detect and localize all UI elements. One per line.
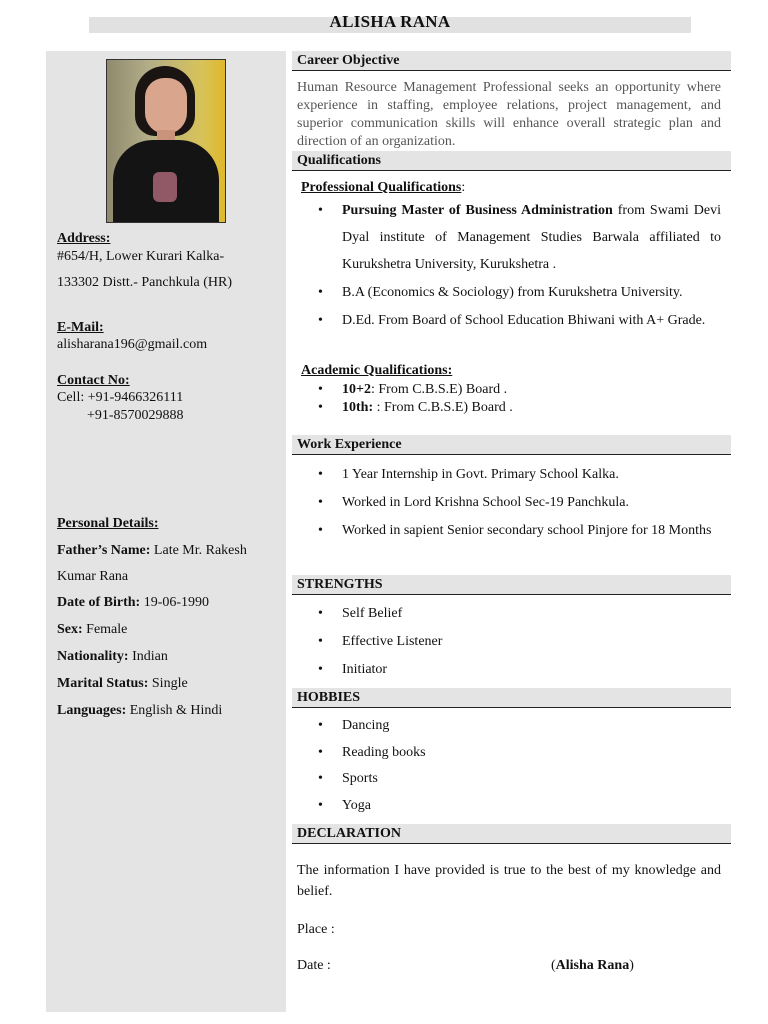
list-item-text: from Swami Devi Dyal institute of Management Studies Barwala affiliated to Kurukshetra University, Kurukshetra . <box>342 203 721 272</box>
father-name-value-2: Kumar Rana <box>57 569 129 584</box>
list-item <box>316 399 721 417</box>
list-item: • Dancing <box>316 713 721 740</box>
list-item-text: B.A (Economics & Sociology) from Kurukshetra University. <box>342 285 683 300</box>
personal-details-heading: Personal Details: <box>57 516 159 531</box>
list-item <box>316 307 721 334</box>
sex-value: Female <box>82 622 128 637</box>
academic-qualifications-title: Academic Qualifications: <box>301 363 453 378</box>
strengths-list <box>316 600 721 684</box>
qualifications-heading: Qualifications <box>292 151 731 171</box>
signature-open-paren: ( <box>551 958 556 973</box>
resume-name: ALISHA RANA <box>329 12 451 31</box>
list-item: • Initiator <box>316 656 721 684</box>
cell-phone-1: Cell: +91-9466326111 <box>57 390 184 405</box>
father-name-label: Father’s Name: <box>57 543 151 558</box>
list-item: • Worked in sapient Senior secondary school Pinjore for 18 Months <box>316 517 721 544</box>
list-item: • 1 Year Internship in Govt. Primary School Kalka. <box>316 461 721 488</box>
list-item <box>316 279 721 306</box>
list-item: • Self Belief <box>316 600 721 628</box>
list-item-text: : From C.B.S.E) Board . <box>373 400 513 415</box>
sex-row <box>57 621 127 639</box>
contact-heading: Contact No: <box>57 373 130 388</box>
email-heading: E-Mail: <box>57 320 104 335</box>
address-line-2: 133302 Distt.- Panchkula (HR) <box>57 275 232 290</box>
list-item-bold: 10th: <box>342 400 374 415</box>
list-item-bold: Pursuing Master of Business Administration <box>342 203 613 218</box>
languages-row <box>57 702 222 720</box>
list-item-text: : From C.B.S.E) Board . <box>370 382 508 397</box>
list-item: • Yoga <box>316 793 721 820</box>
declaration-heading: DECLARATION <box>292 824 731 844</box>
professional-qualifications-list <box>316 197 721 334</box>
work-experience-list <box>316 461 721 544</box>
academic-qualifications-list <box>316 381 721 417</box>
profile-photo <box>106 59 226 223</box>
list-item <box>316 381 721 399</box>
strengths-heading: STRENGTHS <box>292 575 731 595</box>
career-objective-text: Human Resource Management Professional seeks an opportunity where experience in staffing, employee relations, project management, and superior communication skills will enhance overall strategic plan and direction of an organization. <box>297 80 721 149</box>
professional-qualifications-title: Professional Qualifications <box>301 180 462 195</box>
cell-phone-2: +91-8570029888 <box>87 408 184 423</box>
resume-name-bar <box>89 12 691 33</box>
nationality-row <box>57 648 168 666</box>
address-heading: Address: <box>57 231 111 246</box>
list-item <box>316 197 721 278</box>
father-name-value-1: Late Mr. Rakesh <box>150 543 247 558</box>
list-item: • Worked in Lord Krishna School Sec-19 Panchkula. <box>316 489 721 516</box>
work-experience-heading: Work Experience <box>292 435 731 455</box>
signature <box>551 958 634 974</box>
list-item-bold: 10+2 <box>342 382 371 397</box>
marital-label: Marital Status: <box>57 676 149 691</box>
nationality-label: Nationality: <box>57 649 129 664</box>
dob-label: Date of Birth: <box>57 595 141 610</box>
languages-label: Languages: <box>57 703 127 718</box>
declaration-text: The information I have provided is true to the best of my knowledge and belief. <box>297 863 721 899</box>
marital-row <box>57 675 188 693</box>
sex-label: Sex: <box>57 622 83 637</box>
marital-value: Single <box>148 676 188 691</box>
professional-qualifications-colon: : <box>461 180 466 195</box>
sidebar <box>46 51 286 1012</box>
dob-value: 19-06-1990 <box>140 595 210 610</box>
list-item: • Sports <box>316 766 721 793</box>
father-name-row <box>57 542 247 560</box>
list-item-text: D.Ed. From Board of School Education Bhiwani with A+ Grade. <box>342 313 706 328</box>
signature-name: Alisha Rana <box>555 958 630 973</box>
hobbies-list <box>316 713 721 819</box>
hobbies-heading: HOBBIES <box>292 688 731 708</box>
list-item: • Effective Listener <box>316 628 721 656</box>
date-label: Date : <box>297 958 331 973</box>
list-item: • Reading books <box>316 740 721 767</box>
academic-qualifications-heading <box>301 362 452 380</box>
nationality-value: Indian <box>128 649 168 664</box>
career-objective-heading: Career Objective <box>292 51 731 71</box>
address-line-1: #654/H, Lower Kurari Kalka- <box>57 249 225 264</box>
dob-row <box>57 594 209 612</box>
signature-close-paren: ) <box>629 958 634 973</box>
place-label: Place : <box>297 922 335 937</box>
professional-qualifications-heading <box>301 179 465 197</box>
languages-value: English & Hindi <box>126 703 223 718</box>
email-value: alisharana196@gmail.com <box>57 337 208 352</box>
